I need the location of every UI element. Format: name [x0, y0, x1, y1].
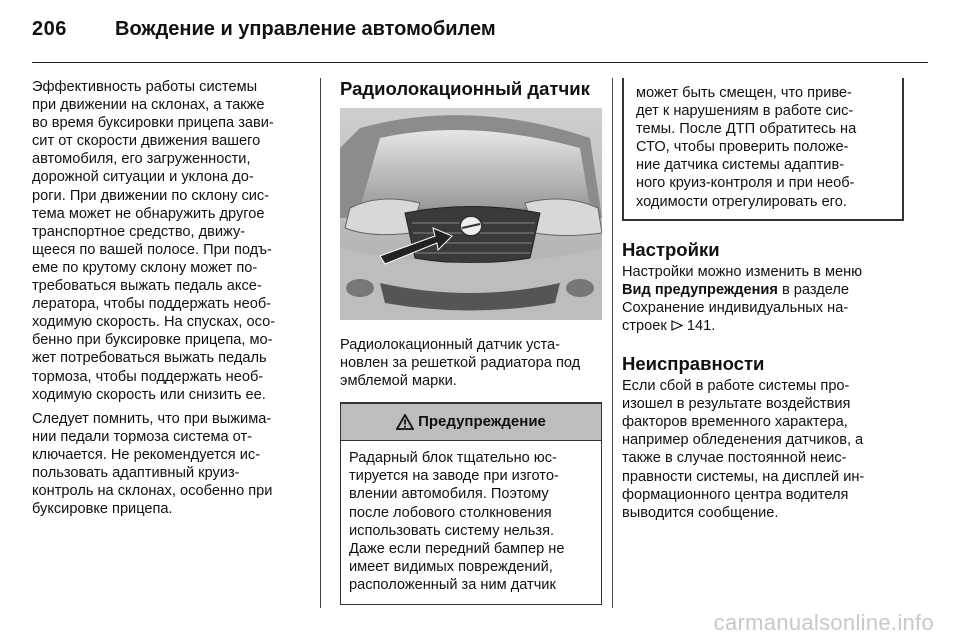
- text-line: после лобового столкновения: [349, 504, 552, 521]
- text-line: буксировке прицепа.: [32, 501, 173, 518]
- text-line: во время буксировки прицепа зави-: [32, 115, 274, 132]
- text-line: влении автомобиля. Поэтому: [349, 486, 549, 503]
- text-line: сит от скорости движения вашего: [32, 133, 261, 150]
- text-line: ходимую скорость. На спусках, осо-: [32, 314, 276, 331]
- text-line: Настройки можно изменить в меню: [622, 263, 863, 280]
- column-divider: [320, 78, 321, 608]
- text-line: автомобиля, его загруженности,: [32, 151, 251, 168]
- text-line: контроль на склонах, особенно при: [32, 483, 273, 500]
- warning-box-continued: [622, 78, 904, 221]
- text-line: Радиолокационный датчик уста-: [340, 337, 561, 353]
- text-line: транспортное средство, движу-: [32, 223, 246, 240]
- text-line: при движении на склонах, а также: [32, 97, 265, 114]
- text-line: новлен за решеткой радиатора под: [340, 355, 581, 372]
- text-line: правности системы, на дисплей ин-: [622, 468, 865, 485]
- text-line: может быть смещен, что приве-: [636, 85, 852, 101]
- text-line: например обледенения датчиков, а: [622, 432, 864, 449]
- text-fragment: в разделе: [777, 281, 850, 298]
- page-reference[interactable]: 141.: [686, 317, 716, 334]
- reference-arrow-icon: [671, 320, 683, 331]
- text-line: ходимую скорость или снизить ее.: [32, 386, 266, 403]
- text-line: Если сбой в работе системы про-: [622, 378, 850, 395]
- text-line: ключается. Не рекомендуется ис-: [32, 446, 261, 463]
- warning-title: Предупреждение: [418, 413, 546, 431]
- column-left: [32, 78, 310, 524]
- text-line: Следует помнить, что при выжима-: [32, 410, 272, 427]
- text-line: еме по крутому склону может по-: [32, 259, 258, 276]
- text-line: Даже если передний бампер не: [349, 540, 565, 557]
- text-line: ного круиз-контроля и при необ-: [636, 175, 855, 192]
- text-line: пользовать адаптивный круиз-: [32, 464, 240, 481]
- text-line: тема может не обнаружить другое: [32, 205, 265, 222]
- warning-body: [341, 441, 601, 594]
- text-line: дет к нарушениям в работе сис-: [636, 103, 854, 120]
- text-line: [622, 317, 904, 335]
- text-line: имеет видимых повреждений,: [349, 558, 553, 575]
- text-line: бенно при буксировке прицепа, мо-: [32, 332, 273, 349]
- text-line: нии педали тормоза система от-: [32, 428, 252, 445]
- warning-triangle-icon: [396, 414, 414, 430]
- text-line: расположенный за ним датчик: [349, 576, 556, 593]
- text-line: тируется на заводе при изгото-: [349, 468, 559, 485]
- text-line: выводится сообщение.: [622, 504, 779, 521]
- paragraph-settings: [622, 263, 904, 335]
- section-heading-faults: Неисправности: [622, 353, 765, 375]
- header-rule: [32, 62, 928, 63]
- paragraph-brake-note: [32, 410, 310, 519]
- text-line: также в случае постоянной неис-: [622, 450, 847, 467]
- paragraph-slopes: [32, 78, 310, 404]
- menu-term: Вид предупреждения: [622, 281, 778, 298]
- text-line: СТО, чтобы проверить положе-: [636, 139, 849, 156]
- text-line: факторов временного характера,: [622, 414, 848, 431]
- text-line: щееся по вашей полосе. При подъ-: [32, 241, 272, 258]
- photo-caption: [340, 336, 602, 390]
- text-line: ние датчика системы адаптив-: [636, 157, 845, 174]
- column-right: [622, 78, 904, 528]
- text-line: Эффективность работы системы: [32, 79, 258, 95]
- text-line: тормоза, чтобы поддержать необ-: [32, 368, 264, 385]
- page-number: 206: [32, 18, 67, 40]
- text-line: жет потребоваться выжать педаль: [32, 350, 267, 367]
- page-title: Вождение и управление автомобилем: [115, 18, 496, 40]
- text-line: [622, 281, 904, 299]
- warning-box: [340, 402, 602, 605]
- paragraph-faults: [622, 377, 904, 522]
- text-line: темы. После ДТП обратитесь на: [636, 121, 857, 138]
- section-heading-settings: Настройки: [622, 238, 720, 260]
- text-line: требоваться выжать педаль аксе-: [32, 278, 262, 295]
- text-line: Сохранение индивидуальных на-: [622, 299, 849, 316]
- column-middle: [340, 78, 602, 605]
- text-line: ходимости отрегулировать его.: [636, 193, 847, 210]
- text-line: эмблемой марки.: [340, 373, 457, 390]
- column-divider: [612, 78, 613, 608]
- section-heading-radar-sensor: Радиолокационный датчик: [340, 78, 590, 99]
- warning-header: [341, 402, 601, 441]
- text-line: формационного центра водителя: [622, 486, 849, 503]
- text-line: роги. При движении по склону сис-: [32, 187, 270, 204]
- text-line: дорожной ситуации и уклона до-: [32, 169, 254, 186]
- text-line: Радарный блок тщательно юс-: [349, 450, 557, 467]
- text-fragment: строек: [622, 317, 671, 334]
- text-line: использовать систему нельзя.: [349, 522, 555, 539]
- text-line: лератора, чтобы поддержать необ-: [32, 296, 272, 313]
- text-line: изошел в результате воздействия: [622, 396, 851, 413]
- car-front-photo: [340, 108, 602, 320]
- watermark: carmanualsonline.info: [713, 610, 934, 635]
